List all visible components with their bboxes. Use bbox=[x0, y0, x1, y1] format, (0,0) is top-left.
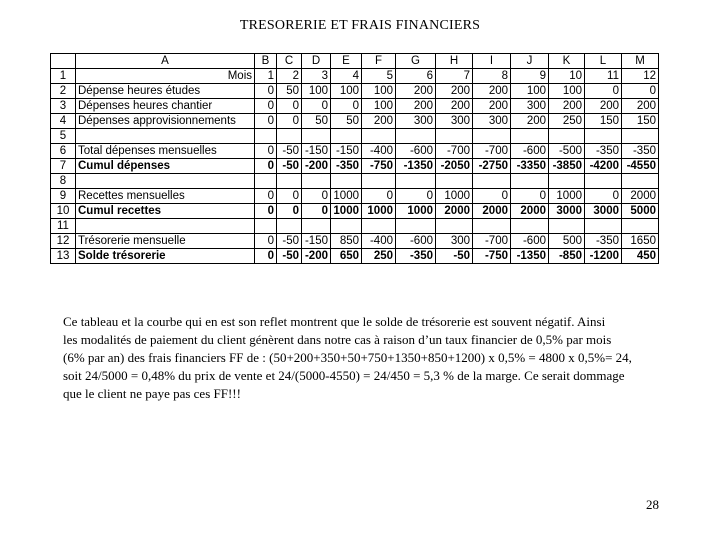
paragraph-line: que le client ne paye pas ces FF!!! bbox=[63, 386, 241, 401]
table-cell bbox=[302, 219, 331, 234]
table-cell: 150 bbox=[622, 114, 659, 129]
table-cell: -350 bbox=[585, 144, 622, 159]
table-cell bbox=[331, 219, 362, 234]
table-cell: 100 bbox=[511, 84, 549, 99]
table-cell: -700 bbox=[473, 234, 511, 249]
table-cell: 200 bbox=[436, 84, 473, 99]
explanation-paragraph bbox=[63, 313, 683, 403]
table-cell: 0 bbox=[473, 189, 511, 204]
treasury-spreadsheet bbox=[50, 53, 659, 264]
table-cell: -1350 bbox=[511, 249, 549, 264]
table-cell: -850 bbox=[549, 249, 585, 264]
table-cell bbox=[511, 219, 549, 234]
table-cell: -3850 bbox=[549, 159, 585, 174]
table-cell: -50 bbox=[277, 159, 302, 174]
table-cell: 150 bbox=[585, 114, 622, 129]
table-cell: 1000 bbox=[396, 204, 436, 219]
row-header: 6 bbox=[51, 144, 76, 159]
table-row bbox=[51, 99, 659, 114]
table-cell: 12 bbox=[622, 69, 659, 84]
page-number: 28 bbox=[646, 497, 659, 512]
table-cell: 2000 bbox=[622, 189, 659, 204]
table-cell: 850 bbox=[331, 234, 362, 249]
table-cell bbox=[396, 129, 436, 144]
table-cell: -1200 bbox=[585, 249, 622, 264]
row-label bbox=[76, 219, 255, 234]
table-cell: -150 bbox=[302, 234, 331, 249]
row-header: 3 bbox=[51, 99, 76, 114]
table-cell: 200 bbox=[436, 99, 473, 114]
table-cell bbox=[362, 174, 396, 189]
table-cell: 0 bbox=[255, 249, 277, 264]
column-header: E bbox=[331, 54, 362, 69]
row-label: Trésorerie mensuelle bbox=[76, 234, 255, 249]
row-label: Mois bbox=[76, 69, 255, 84]
column-header: A bbox=[76, 54, 255, 69]
table-row bbox=[51, 84, 659, 99]
table-cell: 200 bbox=[473, 99, 511, 114]
table-cell: 1 bbox=[255, 69, 277, 84]
table-cell bbox=[473, 174, 511, 189]
table-row bbox=[51, 114, 659, 129]
table-cell bbox=[277, 129, 302, 144]
table-cell: 250 bbox=[549, 114, 585, 129]
table-cell: 300 bbox=[436, 114, 473, 129]
table-cell bbox=[473, 219, 511, 234]
table-cell: -50 bbox=[436, 249, 473, 264]
table-cell: 7 bbox=[436, 69, 473, 84]
table-cell: 5000 bbox=[622, 204, 659, 219]
table-cell: 1000 bbox=[436, 189, 473, 204]
table-cell bbox=[331, 174, 362, 189]
table-cell: -350 bbox=[331, 159, 362, 174]
table-cell: -700 bbox=[473, 144, 511, 159]
table-row bbox=[51, 174, 659, 189]
row-header: 2 bbox=[51, 84, 76, 99]
table-cell: -600 bbox=[396, 234, 436, 249]
table-cell bbox=[436, 219, 473, 234]
row-header: 1 bbox=[51, 69, 76, 84]
table-cell bbox=[511, 174, 549, 189]
table-cell bbox=[622, 129, 659, 144]
table-row bbox=[51, 129, 659, 144]
table-cell: 0 bbox=[585, 84, 622, 99]
table-cell: -1350 bbox=[396, 159, 436, 174]
column-header: K bbox=[549, 54, 585, 69]
table-cell: 200 bbox=[396, 84, 436, 99]
table-cell: 200 bbox=[473, 84, 511, 99]
table-cell: 300 bbox=[396, 114, 436, 129]
table-cell: -150 bbox=[331, 144, 362, 159]
column-header-row bbox=[51, 54, 659, 69]
row-label: Dépense heures études bbox=[76, 84, 255, 99]
table-cell: 0 bbox=[302, 204, 331, 219]
table-cell: 1000 bbox=[331, 189, 362, 204]
table-cell: 650 bbox=[331, 249, 362, 264]
table-cell: 0 bbox=[277, 99, 302, 114]
column-header: B bbox=[255, 54, 277, 69]
table-row bbox=[51, 204, 659, 219]
table-cell bbox=[549, 219, 585, 234]
row-header: 7 bbox=[51, 159, 76, 174]
table-cell: 200 bbox=[511, 114, 549, 129]
table-cell: 500 bbox=[549, 234, 585, 249]
table-row bbox=[51, 234, 659, 249]
table-cell: -200 bbox=[302, 249, 331, 264]
table-cell: -700 bbox=[436, 144, 473, 159]
table-cell: -3350 bbox=[511, 159, 549, 174]
table-cell bbox=[549, 129, 585, 144]
table-cell: -400 bbox=[362, 234, 396, 249]
table-cell bbox=[585, 174, 622, 189]
column-header: I bbox=[473, 54, 511, 69]
table-cell: -200 bbox=[302, 159, 331, 174]
table-cell: 100 bbox=[362, 99, 396, 114]
row-label: Solde trésorerie bbox=[76, 249, 255, 264]
table-cell: 0 bbox=[255, 189, 277, 204]
row-header: 12 bbox=[51, 234, 76, 249]
table-cell: 200 bbox=[396, 99, 436, 114]
table-cell: 3 bbox=[302, 69, 331, 84]
table-cell bbox=[302, 174, 331, 189]
row-label: Total dépenses mensuelles bbox=[76, 144, 255, 159]
column-header: M bbox=[622, 54, 659, 69]
table-cell bbox=[331, 129, 362, 144]
table-cell bbox=[396, 219, 436, 234]
table-cell: 0 bbox=[396, 189, 436, 204]
paragraph-line: (6% par an) des frais financiers FF de : (50+200+350+50+750+1350+850+1200) x 0,5% = 4800 x 0,5%= 24, bbox=[63, 350, 632, 365]
table-cell bbox=[473, 129, 511, 144]
table-cell: -50 bbox=[277, 144, 302, 159]
table-cell: -600 bbox=[396, 144, 436, 159]
table-cell: 50 bbox=[277, 84, 302, 99]
table-cell: 1000 bbox=[549, 189, 585, 204]
table-cell: -350 bbox=[396, 249, 436, 264]
row-header: 10 bbox=[51, 204, 76, 219]
table-cell: 2000 bbox=[511, 204, 549, 219]
row-header: 11 bbox=[51, 219, 76, 234]
table-cell bbox=[277, 174, 302, 189]
table-cell: 0 bbox=[622, 84, 659, 99]
table-row bbox=[51, 144, 659, 159]
row-label: Dépenses heures chantier bbox=[76, 99, 255, 114]
table-cell: 3000 bbox=[549, 204, 585, 219]
table-row bbox=[51, 159, 659, 174]
table-cell: 300 bbox=[473, 114, 511, 129]
table-cell: 200 bbox=[549, 99, 585, 114]
table-cell: -2050 bbox=[436, 159, 473, 174]
table-cell bbox=[549, 174, 585, 189]
table-cell: 1000 bbox=[331, 204, 362, 219]
table-cell: 2 bbox=[277, 69, 302, 84]
table-cell: 5 bbox=[362, 69, 396, 84]
table-cell: 11 bbox=[585, 69, 622, 84]
row-header: 4 bbox=[51, 114, 76, 129]
table-cell: 2000 bbox=[436, 204, 473, 219]
table-cell bbox=[436, 174, 473, 189]
corner-cell bbox=[51, 54, 76, 69]
table-cell bbox=[396, 174, 436, 189]
table-cell: -4550 bbox=[622, 159, 659, 174]
table-cell: -600 bbox=[511, 234, 549, 249]
table-cell bbox=[585, 219, 622, 234]
table-cell: 0 bbox=[585, 189, 622, 204]
table-cell: 6 bbox=[396, 69, 436, 84]
table-cell bbox=[362, 219, 396, 234]
table-cell bbox=[362, 129, 396, 144]
paragraph-line: les modalités de paiement du client génèrent dans notre cas à raison d’un taux financier de 0,5% par mois bbox=[63, 332, 612, 347]
table-cell: 100 bbox=[302, 84, 331, 99]
row-label: Recettes mensuelles bbox=[76, 189, 255, 204]
table-cell: 4 bbox=[331, 69, 362, 84]
table-cell: 0 bbox=[362, 189, 396, 204]
table-cell bbox=[277, 219, 302, 234]
page-title: TRESORERIE ET FRAIS FINANCIERS bbox=[239, 18, 481, 33]
table-cell: -500 bbox=[549, 144, 585, 159]
row-header: 8 bbox=[51, 174, 76, 189]
row-label: Dépenses approvisionnements bbox=[76, 114, 255, 129]
row-label bbox=[76, 129, 255, 144]
table-cell: -750 bbox=[473, 249, 511, 264]
table-cell: 0 bbox=[277, 189, 302, 204]
column-header: J bbox=[511, 54, 549, 69]
table-cell bbox=[255, 129, 277, 144]
row-label: Cumul dépenses bbox=[76, 159, 255, 174]
table-cell: 0 bbox=[302, 99, 331, 114]
table-cell: 100 bbox=[362, 84, 396, 99]
table-cell: -400 bbox=[362, 144, 396, 159]
table-cell: -50 bbox=[277, 234, 302, 249]
table-cell: -150 bbox=[302, 144, 331, 159]
table-cell: 3000 bbox=[585, 204, 622, 219]
table-cell: 0 bbox=[331, 99, 362, 114]
table-cell: -750 bbox=[362, 159, 396, 174]
row-header: 9 bbox=[51, 189, 76, 204]
table-cell bbox=[302, 129, 331, 144]
table-cell: 0 bbox=[302, 189, 331, 204]
table-cell bbox=[622, 174, 659, 189]
table-cell bbox=[511, 129, 549, 144]
table-cell: 50 bbox=[331, 114, 362, 129]
table-cell: 200 bbox=[622, 99, 659, 114]
paragraph-line: soit 24/5000 = 0,48% du prix de vente et 24/(5000-4550) = 24/450 = 5,3 % de la marge. Ce serait dommage bbox=[63, 368, 625, 383]
table-cell: 100 bbox=[549, 84, 585, 99]
table-cell: 450 bbox=[622, 249, 659, 264]
row-label: Cumul recettes bbox=[76, 204, 255, 219]
table-row bbox=[51, 249, 659, 264]
table-cell: -600 bbox=[511, 144, 549, 159]
column-header: C bbox=[277, 54, 302, 69]
table-cell: 0 bbox=[511, 189, 549, 204]
table-cell: 0 bbox=[255, 144, 277, 159]
table-cell: 9 bbox=[511, 69, 549, 84]
column-header: G bbox=[396, 54, 436, 69]
table-cell: 0 bbox=[255, 114, 277, 129]
table-cell: 1650 bbox=[622, 234, 659, 249]
row-header: 13 bbox=[51, 249, 76, 264]
table-row bbox=[51, 219, 659, 234]
table-cell: -4200 bbox=[585, 159, 622, 174]
table-cell: 200 bbox=[362, 114, 396, 129]
table-cell: -350 bbox=[622, 144, 659, 159]
table-cell: 300 bbox=[511, 99, 549, 114]
column-header: F bbox=[362, 54, 396, 69]
table-cell: 8 bbox=[473, 69, 511, 84]
paragraph-line: Ce tableau et la courbe qui en est son reflet montrent que le solde de trésorerie est souvent négatif. Ainsi bbox=[63, 314, 606, 329]
table-cell: 0 bbox=[255, 99, 277, 114]
table-cell bbox=[585, 129, 622, 144]
table-cell: 0 bbox=[277, 204, 302, 219]
table-cell bbox=[255, 219, 277, 234]
table-cell bbox=[255, 174, 277, 189]
table-cell: 10 bbox=[549, 69, 585, 84]
table-row bbox=[51, 69, 659, 84]
table-cell: 300 bbox=[436, 234, 473, 249]
table-cell: 0 bbox=[255, 204, 277, 219]
row-label bbox=[76, 174, 255, 189]
column-header: H bbox=[436, 54, 473, 69]
table-row bbox=[51, 189, 659, 204]
table-cell: -350 bbox=[585, 234, 622, 249]
table-cell: 100 bbox=[331, 84, 362, 99]
table-cell: 250 bbox=[362, 249, 396, 264]
table-cell: 0 bbox=[255, 84, 277, 99]
table-cell bbox=[622, 219, 659, 234]
table-cell bbox=[436, 129, 473, 144]
table-cell: -50 bbox=[277, 249, 302, 264]
table-cell: 1000 bbox=[362, 204, 396, 219]
table-cell: 0 bbox=[255, 159, 277, 174]
table-cell: 2000 bbox=[473, 204, 511, 219]
table-cell: 0 bbox=[277, 114, 302, 129]
table-cell: 200 bbox=[585, 99, 622, 114]
table-cell: 0 bbox=[255, 234, 277, 249]
table-cell: -2750 bbox=[473, 159, 511, 174]
column-header: L bbox=[585, 54, 622, 69]
column-header: D bbox=[302, 54, 331, 69]
table-cell: 50 bbox=[302, 114, 331, 129]
row-header: 5 bbox=[51, 129, 76, 144]
